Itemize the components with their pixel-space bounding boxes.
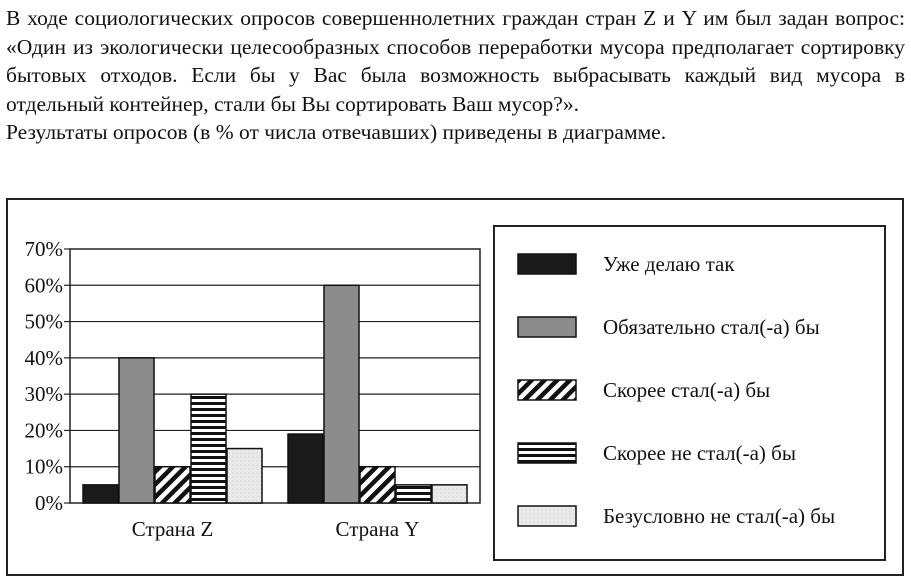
- bar-0-1: [119, 358, 154, 503]
- intro-paragraph-question: В ходе социологических опросов совершеннолетних граждан стран Z и Y им был задан вопрос: «Один из экологически целесообразных способов переработки мусора предполагает сортировку бытовых отходов. Если бы у Вас была возможность выбрасывать каждый вид мусора в отдельный контейнер, стали бы Вы сортировать Ваш мусор?».: [6, 6, 905, 116]
- y-tick-label: 70%: [24, 237, 63, 261]
- legend-item-already: [517, 249, 735, 279]
- legend-item-probably-not: [517, 438, 796, 468]
- legend-item-probably-would: [517, 375, 770, 405]
- bar-1-2: [360, 467, 395, 503]
- legend-swatch-definitely-would: [517, 316, 577, 338]
- y-tick-label: 0%: [35, 491, 63, 515]
- legend-swatch-already: [517, 253, 577, 275]
- x-tick-label: Страна Y: [335, 517, 420, 541]
- bar-0-3: [191, 394, 226, 503]
- legend-swatch-probably-not: [517, 442, 577, 464]
- legend-swatch-definitely-not: [517, 505, 577, 527]
- bar-0-2: [155, 467, 190, 503]
- legend-label-definitely-not: Безусловно не стал(-а) бы: [603, 503, 836, 528]
- legend-label-already: Уже делаю так: [603, 251, 735, 276]
- chart-legend: [493, 225, 886, 561]
- legend-label-definitely-would: Обязательно стал(-а) бы: [603, 314, 820, 339]
- bar-1-4: [432, 485, 467, 503]
- y-tick-label: 10%: [24, 454, 63, 479]
- legend-swatch-probably-would: [517, 379, 577, 401]
- y-tick-label: 50%: [24, 309, 63, 334]
- y-tick-label: 20%: [24, 418, 63, 443]
- bar-0-0: [83, 485, 118, 503]
- x-tick-label: Страна Z: [131, 517, 214, 541]
- intro-paragraph-results: Результаты опросов (в % от числа отвечавших) приведены в диаграмме.: [6, 120, 667, 144]
- bar-1-3: [396, 485, 431, 503]
- bar-0-4: [227, 449, 262, 503]
- legend-label-probably-not: Скорее не стал(-а) бы: [603, 440, 796, 465]
- legend-item-definitely-would: [517, 312, 820, 342]
- y-tick-label: 30%: [24, 382, 63, 407]
- y-tick-label: 60%: [24, 273, 63, 298]
- y-tick-label: 40%: [24, 345, 63, 370]
- legend-item-definitely-not: [517, 501, 835, 531]
- bar-1-1: [324, 285, 359, 503]
- bar-1-0: [288, 434, 323, 503]
- legend-label-probably-would: Скорее стал(-а) бы: [603, 377, 771, 402]
